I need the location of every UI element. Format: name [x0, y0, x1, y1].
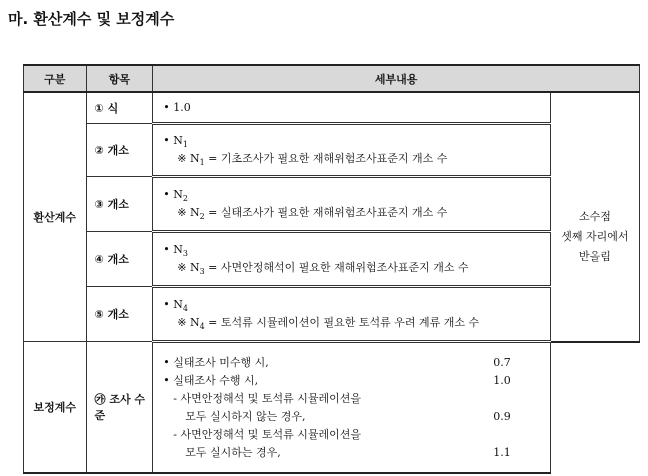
subscript: 3	[182, 249, 188, 259]
item-label: ② 개소	[86, 124, 153, 177]
detail-note	[163, 150, 550, 168]
item-label: ⑤ 개소	[86, 287, 153, 342]
detail-note	[163, 204, 550, 222]
correction-item: ㉮ 조사 수준	[86, 342, 153, 474]
detail-main	[163, 241, 550, 259]
conversion-row	[24, 177, 640, 232]
detail-main-text: • 1.0	[163, 100, 191, 114]
note-text: = 토석류 시뮬레이션이 필요한 토석류 우려 계류 개소 수	[204, 316, 480, 329]
detail-main	[163, 296, 550, 314]
subscript: 4	[182, 304, 188, 314]
section-title: 마. 환산계수 및 보정계수	[8, 10, 175, 28]
subscript: 1	[182, 140, 188, 150]
remark-line: 반올림	[578, 249, 611, 263]
correction-line	[163, 444, 550, 462]
header-item: 항목	[86, 65, 153, 92]
correction-value: 0.9	[493, 409, 511, 423]
correction-line	[163, 426, 550, 444]
conversion-category: 환산계수	[24, 92, 87, 342]
note-text: = 실태조사가 필요한 재해위험조사표준지 개소 수	[204, 206, 448, 219]
correction-line	[163, 390, 550, 408]
detail-main-text: • N	[163, 243, 183, 256]
note-subscript: 2	[199, 212, 205, 222]
conversion-row	[24, 232, 640, 287]
item-label: ④ 개소	[86, 232, 153, 287]
item-details	[153, 124, 551, 177]
correction-text: 모두 실시하는 경우,	[185, 445, 281, 459]
conversion-row	[24, 92, 640, 124]
correction-text: • 실태조사 수행 시,	[163, 373, 259, 387]
remark-line: 소수점	[578, 209, 611, 223]
conversion-row	[24, 287, 640, 342]
note-prefix: ※ N	[177, 152, 200, 165]
detail-main	[163, 132, 550, 150]
correction-line	[163, 408, 550, 426]
header-row	[24, 65, 640, 92]
detail-note	[163, 259, 550, 277]
detail-note	[163, 314, 550, 332]
header-category: 구분	[24, 65, 87, 92]
note-subscript: 4	[199, 322, 205, 332]
correction-value: 0.7	[493, 355, 511, 369]
item-details	[153, 177, 551, 232]
correction-details	[153, 342, 551, 474]
remark-line: 셋째 자리에서	[561, 229, 629, 243]
correction-text: - 사면안정해석 및 토석류 시뮬레이션을	[173, 391, 361, 405]
item-details	[153, 287, 551, 342]
correction-text: - 사면안정해석 및 토석류 시뮬레이션을	[173, 427, 361, 441]
correction-text: • 실태조사 미수행 시,	[163, 355, 269, 369]
detail-main	[163, 186, 550, 204]
note-prefix: ※ N	[177, 206, 200, 219]
correction-line	[163, 354, 550, 372]
correction-row	[24, 342, 640, 474]
note-text: = 기초조사가 필요한 재해위험조사표준지 개소 수	[204, 152, 448, 165]
correction-value: 1.0	[493, 373, 511, 387]
note-prefix: ※ N	[177, 261, 200, 274]
note-subscript: 3	[199, 267, 205, 277]
item-details	[153, 92, 551, 124]
detail-main-text: • N	[163, 188, 183, 201]
detail-main-text: • N	[163, 298, 183, 311]
item-label: ① 식	[86, 92, 153, 124]
note-prefix: ※ N	[177, 316, 200, 329]
correction-value: 1.1	[493, 445, 511, 459]
rounding-remark	[550, 92, 639, 342]
detail-main-text: • N	[163, 134, 183, 147]
detail-main	[163, 99, 550, 117]
coefficient-table	[23, 64, 640, 474]
subscript: 2	[182, 194, 188, 204]
correction-category: 보정계수	[24, 342, 87, 474]
header-details: 세부내용	[153, 65, 640, 92]
correction-text: 모두 실시하지 않는 경우,	[185, 409, 306, 423]
conversion-row	[24, 124, 640, 177]
note-subscript: 1	[199, 158, 205, 168]
correction-line	[163, 372, 550, 390]
item-details	[153, 232, 551, 287]
item-label: ③ 개소	[86, 177, 153, 232]
note-text: = 사면안정해석이 필요한 재해위험조사표준지 개소 수	[204, 261, 469, 274]
